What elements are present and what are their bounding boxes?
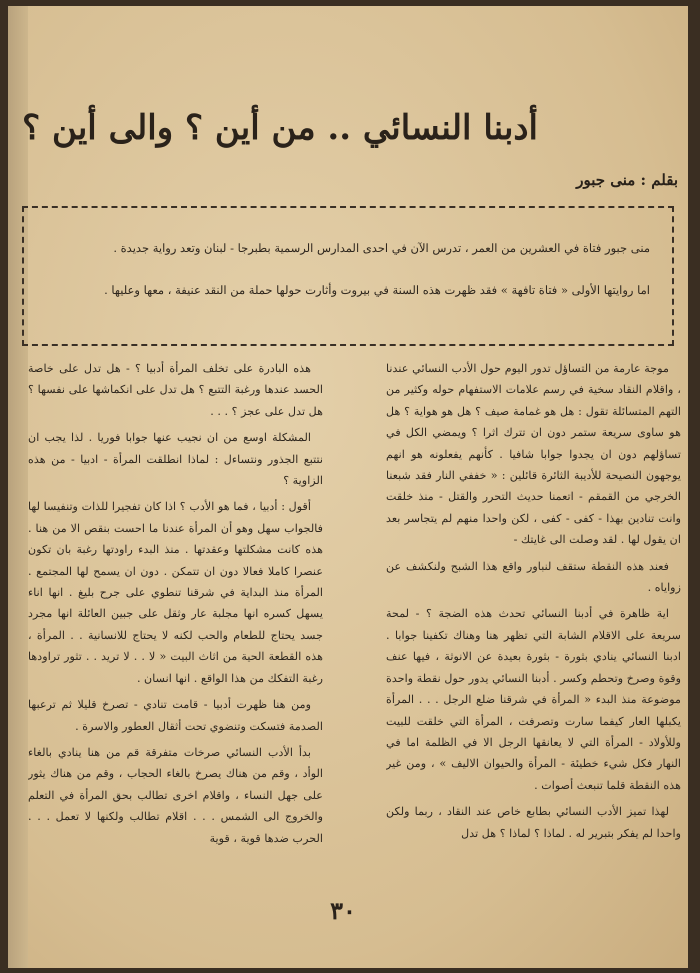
page-number: ٣٠ [330, 896, 356, 925]
left-paragraph-3: أقول : أدبيا ، فما هو الأدب ؟ اذا كان تفجيرا للذات وتنفيسا لها فالجواب سهل وهو أن المرأة عندنا ما احست بنقص الا من هنا . هذه كانت مشكلتها وعقدتها . منذ البدء راودتها رغبة بان تكون عنصرا كاملا فعالا دون ان تتمكن . دون ان يسمح لها المجتمع . المرأة منذ البداية في شرقنا تنطوي على جرح بليغ . انها اناء يسهل كسره انها مجلبة عار وثقل على جبين العائلة انها مجرد جسد يحتاج للطعام والحب لكنه لا يحتاج للانسانية . . المرأة ، هذه القطعة الحية من اثاث البيت « لا . . لا تريد . . تثور تراودها رغبة التفكك من هذا الواقع . انها انسان . [28, 500, 323, 685]
right-paragraph-1: موجة عارمة من التساؤل تدور اليوم حول الأدب النسائي عندنا ، واقلام النقاد سخية في رسم علامات الاستفهام حوله وكثير من التهم المتسائلة تقول : هل هو غمامة صيف ؟ هل هو هواية ؟ هل هو ساوى سريعة ستمر دون ان تترك اثرا ؟ ويمضي الكل في تساؤلهم دون ان يجدوا جوابا شافيا . كأنهم يفعلونه هو انهم يوجهون النصيحة للأديبة الثائرة قائلين : « خففي النار فقد شبعنا الخرجي من القمقم - اتعمنا حديث التحرر والقتل - منذ خلقت وانت تنادين بهذا - كفى - كفى ، لكن واحدا منهم لم يتجاسر بعد ان يقول لها . لقد وصلت الى غايتك - [386, 362, 681, 547]
right-text-column [386, 358, 681, 906]
right-paragraph-3: اية ظاهرة في أدبنا النسائي تحدث هذه الضجة ؟ - لمحة سريعة على الاقلام الشابة التي تظهر هنا وهناك تكفينا جوابا . ادبنا النسائي ينادي بثورة - بثورة بعيدة عن الانوثة ، فيها عنف وقوة وصرخ وتحطم وكسر . أدبنا النسائي يدور حول نقطة واحدة موضوعة منذ البدء « المرأة في شرقنا ضلع الرجل . . . المرأة يكبلها العار كيفما سارت وتصرفت ، المرأة التي خلقت للبيت وللأولاد - المرأة التي لا يعانقها الرجل الا في الظلمة اما في النهار فكل شيء خطيئة - المرأة والحيوان الاليف » ، ومن غير هذه النقطة قلما تنبعث أصوات . [386, 607, 681, 792]
right-paragraph-4: لهذا تميز الأدب النسائي بطابع خاص عند النقاد ، ربما ولكن واحدا لم يفكر بتبرير له . لماذا ؟ لماذا ؟ هل تدل [386, 805, 681, 840]
intro-paragraph-2: اما روايتها الأولى « فتاة تافهة » فقد ظهرت هذه السنة في بيروت وأثارت حولها حملة من النقد عنيفة ، معها وعليها . [104, 283, 650, 297]
left-paragraph-5: بدأ الأدب النسائي صرخات متفرقة قم من هنا ينادي بالغاء الوأد ، وقم من هناك يصرخ بالغاء الحجاب ، وقم من هناك يثور على جهل النساء ، واقلام اخرى تطالب بحق المرأة في التعلم والخروج الى الشمس . . . اقلام تطالب ولكنها لا تعمل . . . الحرب ضدها قوية ، قوية [28, 745, 323, 845]
article-title: أدبنا النسائي .. من أين ؟ والى أين ؟ [22, 108, 538, 148]
intro-paragraph-1: منى جبور فتاة في العشرين من العمر ، تدرس الآن في احدى المدارس الرسمية بطبرجا - لبنان وتعد رواية جديدة . [113, 241, 650, 255]
left-text-column [28, 358, 323, 906]
right-paragraph-2: فعند هذه النقطة ستقف لنباور واقع هذا الشبح ولنكشف عن زواياه . [386, 559, 681, 595]
left-paragraph-4: ومن هنا ظهرت أدبيا - قامت تنادي - تصرخ قليلا ثم ترعبها الصدمة فتسكت وتنضوي تحت أثقال العطور والاسرة . [28, 698, 323, 733]
byline-container [538, 170, 678, 189]
left-paragraph-2: المشكلة اوسع من ان نجيب عنها جوابا فوريا . لذا يجب ان نتتبع الجذور ونتساءل : لماذا انطلقت المرأة - ادبيا - من هذه الزاوية ؟ [28, 431, 323, 488]
author-intro-box [22, 206, 674, 346]
magazine-page [8, 6, 688, 968]
left-paragraph-1: هذه البادرة على تخلف المرأة أدبيا ؟ - هل تدل على خاصة الحسد عندها ورغبة التتبع ؟ هل تدل على انكماشها على نفسها ؟ هل تدل على عجز ؟ . . . [28, 362, 323, 418]
byline: بقلم : منى جبور [576, 171, 678, 189]
